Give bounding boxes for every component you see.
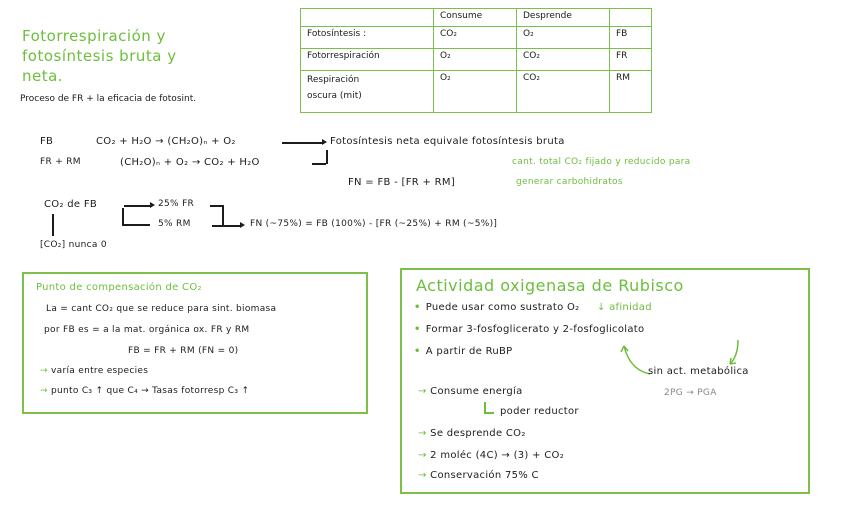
title-line-1: Fotorrespiración y bbox=[22, 27, 166, 45]
dot-bullet-icon: • bbox=[414, 324, 421, 335]
rubisco-arrow-text: Se desprende CO₂ bbox=[430, 428, 526, 439]
pct-fr-arrow-head bbox=[150, 202, 155, 208]
sub-arrow-h bbox=[484, 412, 494, 414]
pct-rm-arrow-v bbox=[122, 208, 124, 225]
arrow-bullet-icon: → bbox=[40, 366, 52, 376]
rubisco-bullet-text: Formar 3-fosfoglicerato y 2-fosfoglicolato bbox=[425, 324, 645, 335]
rubisco-arrow-item bbox=[418, 386, 523, 397]
table-cell-abbr: RM bbox=[610, 71, 652, 113]
side-note: sin act. metabólica bbox=[648, 366, 749, 377]
compensation-bullet bbox=[40, 386, 249, 396]
rubisco-arrow-item bbox=[418, 470, 539, 481]
table-header-cell: Consume bbox=[434, 9, 517, 27]
fb-result: Fotosíntesis neta equivale fotosíntesis bruta bbox=[330, 136, 565, 147]
sub-arrow-v bbox=[484, 402, 486, 412]
title-line-3: neta. bbox=[22, 67, 64, 85]
co2-fb-label: CO₂ de FB bbox=[44, 199, 98, 210]
fb-label: FB bbox=[40, 136, 54, 147]
table-cell-abbr: FB bbox=[610, 27, 652, 49]
affinity-note: ↓ afinidad bbox=[596, 302, 652, 313]
connector-arrows bbox=[402, 270, 808, 380]
page-subtitle: Proceso de FR + la eficacia de fotosint. bbox=[20, 94, 197, 104]
table-header-row bbox=[301, 9, 652, 27]
fb-arrow bbox=[282, 142, 322, 144]
pct-fr-arrow bbox=[124, 205, 150, 207]
table-cell-desprende: O₂ bbox=[517, 27, 610, 49]
label-line: Respiración bbox=[307, 75, 360, 85]
dot-bullet-icon: • bbox=[414, 302, 421, 313]
frrm-label: FR + RM bbox=[40, 157, 81, 167]
arrow-bullet-icon: → bbox=[418, 428, 431, 439]
pct-rm-arrow-h bbox=[122, 224, 150, 226]
co2-down-arrow bbox=[52, 214, 54, 236]
sub-arrow-text: poder reductor bbox=[500, 406, 579, 417]
arrow-bullet-icon: → bbox=[418, 470, 431, 481]
title-line-2: fotosíntesis bruta y bbox=[22, 47, 177, 65]
note-line-2: generar carbohidratos bbox=[516, 177, 623, 187]
fb-arrow-head bbox=[322, 139, 327, 145]
table-row bbox=[301, 71, 652, 113]
rubisco-arrow-item bbox=[418, 428, 526, 439]
table-header-cell bbox=[301, 9, 434, 27]
fb-equation: CO₂ + H₂O → (CH₂O)ₙ + O₂ bbox=[96, 136, 236, 147]
summary-table bbox=[300, 8, 652, 113]
table-cell-consume: CO₂ bbox=[434, 27, 517, 49]
table-cell-label bbox=[301, 71, 434, 113]
fn-formula: FN = FB - [FR + RM] bbox=[348, 177, 456, 188]
table-cell-desprende: CO₂ bbox=[517, 71, 610, 113]
bracket-h2 bbox=[212, 225, 240, 227]
rubisco-arrow-text: Conservación 75% C bbox=[430, 470, 539, 481]
compensation-bullet-text: varía entre especies bbox=[51, 366, 149, 376]
rubisco-title: Actividad oxigenasa de Rubisco bbox=[416, 276, 684, 295]
page-title bbox=[22, 26, 177, 86]
bracket-arrow-head bbox=[240, 222, 245, 228]
compensation-bullet-text: punto C₃ ↑ que C₄ → Tasas fotorresp C₃ ↑ bbox=[51, 386, 250, 396]
side-small: 2PG → PGA bbox=[664, 388, 717, 398]
compensation-line-2: por FB es = a la mat. orgánica ox. FR y RM bbox=[44, 325, 250, 335]
pct-rm: 5% RM bbox=[158, 219, 191, 229]
table-header-cell bbox=[610, 9, 652, 27]
bracket-v bbox=[222, 205, 224, 225]
rubisco-arrow-text: Consume energía bbox=[430, 386, 523, 397]
table-cell-consume: O₂ bbox=[434, 71, 517, 113]
table-cell-label: Fotorrespiración bbox=[301, 49, 434, 71]
rubisco-box bbox=[400, 268, 810, 494]
compensation-title: Punto de compensación de CO₂ bbox=[36, 282, 202, 293]
rubisco-arrow-item bbox=[418, 450, 564, 461]
bracket-h1 bbox=[210, 205, 222, 207]
table-row bbox=[301, 49, 652, 71]
compensation-line-3: FB = FR + RM (FN = 0) bbox=[128, 346, 239, 356]
frrm-equation: (CH₂O)ₙ + O₂ → CO₂ + H₂O bbox=[120, 157, 260, 168]
table-cell-label: Fotosíntesis : bbox=[301, 27, 434, 49]
compensation-bullet bbox=[40, 366, 148, 376]
compensation-box bbox=[22, 272, 368, 414]
rubisco-bullet-text: A partir de RuBP bbox=[425, 346, 513, 357]
rubisco-arrow-text: 2 moléc (4C) → (3) + CO₂ bbox=[430, 450, 565, 461]
arrow-bullet-icon: → bbox=[418, 450, 431, 461]
frrm-arrow-v bbox=[326, 150, 328, 164]
table-row bbox=[301, 27, 652, 49]
pct-fr: 25% FR bbox=[158, 199, 195, 209]
compensation-line-1: La = cant CO₂ que se reduce para sint. biomasa bbox=[46, 304, 277, 314]
note-line-1: cant. total CO₂ fijado y reducido para bbox=[512, 157, 691, 167]
dot-bullet-icon: • bbox=[414, 346, 421, 357]
table-cell-abbr: FR bbox=[610, 49, 652, 71]
label-line: oscura (mit) bbox=[307, 91, 362, 101]
fn-long-formula: FN (~75%) = FB (100%) - [FR (~25%) + RM (~5%)] bbox=[250, 219, 498, 229]
table-header-cell: Desprende bbox=[517, 9, 610, 27]
rubisco-bullet-text: Puede usar como sustrato O₂ bbox=[425, 302, 580, 313]
arrow-bullet-icon: → bbox=[40, 386, 52, 396]
arrow-bullet-icon: → bbox=[418, 386, 431, 397]
frrm-arrow-h bbox=[312, 163, 326, 165]
co2-never-zero: [CO₂] nunca 0 bbox=[40, 240, 107, 250]
table-cell-desprende: CO₂ bbox=[517, 49, 610, 71]
table-cell-consume: O₂ bbox=[434, 49, 517, 71]
